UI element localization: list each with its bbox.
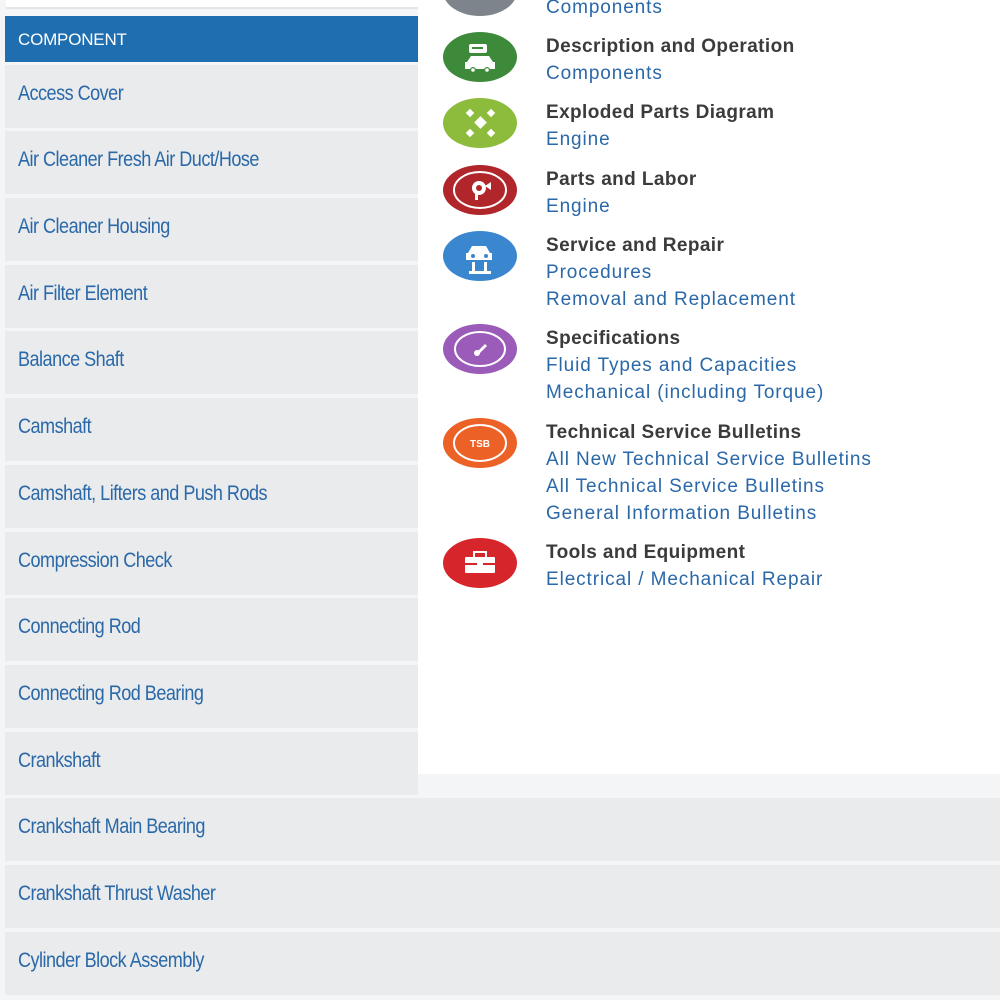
info-title-description-operation: Description and Operation [546,36,795,57]
list-item-access-cover[interactable] [5,65,418,128]
component-list-header: COMPONENT [5,16,418,62]
list-item-label: Balance Shaft [18,348,124,371]
list-item-crankshaft-thrust-washer[interactable] [5,865,1000,928]
list-item-connecting-rod-bearing[interactable] [5,665,418,728]
info-link-removal-replacement[interactable]: Removal and Replacement [546,289,796,310]
info-title-service-repair: Service and Repair [546,235,725,256]
list-item-label: Air Cleaner Housing [18,215,170,238]
list-item-air-filter-element[interactable] [5,265,418,328]
info-title-exploded-parts: Exploded Parts Diagram [546,102,775,123]
toolbox-icon[interactable] [443,538,517,588]
info-link-components-partial[interactable]: Components [546,0,663,18]
list-item-camshaft[interactable] [5,398,418,461]
list-item-cylinder-block-assembly[interactable] [5,932,1000,995]
search-area-edge [6,0,418,9]
list-item-compression-check[interactable] [5,532,418,595]
list-item-balance-shaft[interactable] [5,331,418,394]
info-title-parts-labor: Parts and Labor [546,169,697,190]
list-item-air-cleaner-housing[interactable] [5,198,418,261]
info-link-mechanical-torque[interactable]: Mechanical (including Torque) [546,382,825,403]
list-item-connecting-rod[interactable] [5,598,418,661]
info-title-tsb: Technical Service Bulletins [546,422,802,443]
list-item-label: Air Filter Element [18,282,148,305]
list-item-camshaft-lifters[interactable] [5,465,418,528]
info-link-engine-exploded[interactable]: Engine [546,129,611,150]
list-item-label: Crankshaft Thrust Washer [18,882,216,905]
car-description-icon[interactable] [443,32,517,82]
list-item-label: Crankshaft Main Bearing [18,815,205,838]
list-item-crankshaft[interactable] [5,732,418,795]
info-link-procedures[interactable]: Procedures [546,262,653,283]
list-item-label: Compression Check [18,549,172,572]
info-link-fluid-types[interactable]: Fluid Types and Capacities [546,355,798,376]
list-item-crankshaft-main-bearing[interactable] [5,798,1000,861]
list-item-label: Crankshaft [18,749,101,772]
list-item-label: Camshaft [18,415,92,438]
grey-circle-icon [443,0,517,16]
list-item-label: Connecting Rod [18,615,141,638]
list-item-label: Camshaft, Lifters and Push Rods [18,482,268,505]
tsb-icon-text: TSB [470,439,490,450]
car-lift-icon[interactable] [443,231,517,281]
exploded-parts-icon[interactable] [443,98,517,148]
info-link-all-new-tsb[interactable]: All New Technical Service Bulletins [546,449,872,470]
list-item-label: Connecting Rod Bearing [18,682,204,705]
info-title-tools-equipment: Tools and Equipment [546,542,746,563]
info-link-all-tsb[interactable]: All Technical Service Bulletins [546,476,825,497]
info-link-engine-parts[interactable]: Engine [546,196,611,217]
info-type-panel [418,0,1000,774]
list-item-label: Air Cleaner Fresh Air Duct/Hose [18,148,259,171]
info-link-components[interactable]: Components [546,63,663,84]
list-item-label: Cylinder Block Assembly [18,949,204,972]
info-link-electrical-mechanical-repair[interactable]: Electrical / Mechanical Repair [546,569,824,590]
info-link-general-info-bulletins[interactable]: General Information Bulletins [546,503,818,524]
list-item-label: Access Cover [18,82,124,105]
parts-labor-icon[interactable] [443,165,517,215]
tsb-icon[interactable] [443,418,517,468]
info-title-specifications: Specifications [546,328,681,349]
list-item-air-cleaner-duct[interactable] [5,131,418,194]
gauge-icon[interactable] [443,324,517,374]
